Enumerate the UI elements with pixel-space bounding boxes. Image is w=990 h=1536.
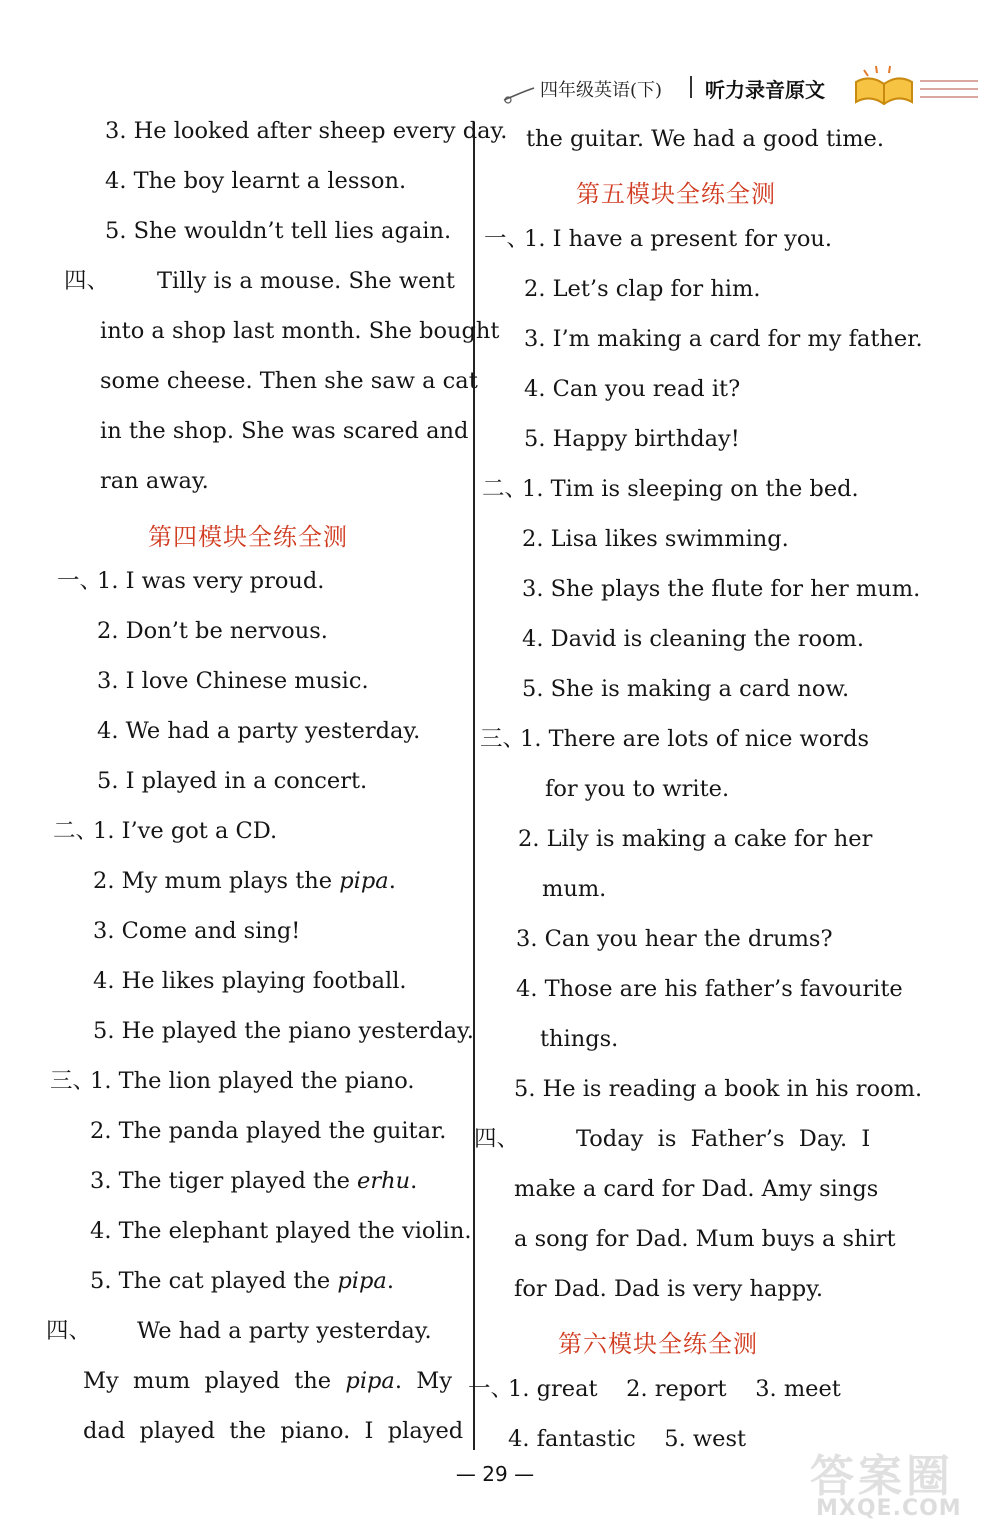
text-line: 5. The cat played the pipa.: [90, 1268, 394, 1294]
watermark: [810, 1440, 980, 1530]
text-line: 3. Can you hear the drums?: [516, 926, 833, 952]
text-line: 2. Lisa likes swimming.: [522, 526, 789, 552]
text-line: dad played the piano. I played: [83, 1418, 464, 1444]
text-line: 2. Lily is making a cake for her: [518, 826, 873, 852]
text-line: 1. The lion played the piano.: [90, 1068, 415, 1094]
text-line: 5. She is making a card now.: [522, 676, 850, 702]
header-rule: [920, 80, 978, 104]
text-line: 4. Those are his father’s favourite: [516, 976, 903, 1002]
section-label: 三、: [50, 1068, 96, 1094]
text-line: 1. I have a present for you.: [524, 226, 833, 252]
module-4-heading: 第四模块全练全测: [148, 523, 348, 551]
text-line: 4. fantastic 5. west: [508, 1426, 747, 1452]
section-label: 二、: [482, 476, 528, 502]
text-line: 4. He likes playing football.: [93, 968, 407, 994]
text-line: 1. Tim is sleeping on the bed.: [522, 476, 859, 502]
text-line: for Dad. Dad is very happy.: [514, 1276, 824, 1302]
text-line: 2. Don’t be nervous.: [97, 618, 328, 644]
text-line: My mum played the pipa. My: [83, 1368, 453, 1394]
text-line: things.: [540, 1026, 619, 1052]
section-title: 听力录音原文: [705, 78, 825, 102]
text-line: 3. He looked after sheep every day.: [105, 118, 508, 144]
text-line: 2. My mum plays the pipa.: [93, 868, 396, 894]
text-line: into a shop last month. She bought: [100, 318, 500, 344]
watermark-top: 答案圈: [810, 1451, 954, 1502]
section-label: 二、: [53, 818, 99, 844]
text-line: 4. We had a party yesterday.: [97, 718, 421, 744]
subject-label: 四年级英语(下): [540, 80, 663, 101]
text-line: 1. I was very proud.: [97, 568, 325, 594]
text-line: We had a party yesterday.: [137, 1318, 432, 1344]
text-line: a song for Dad. Mum buys a shirt: [514, 1226, 896, 1252]
text-line: the guitar. We had a good time.: [526, 126, 885, 152]
text-line: 1. I’ve got a CD.: [93, 818, 278, 844]
text-line: 1. There are lots of nice words: [520, 726, 870, 752]
text-line: 3. I love Chinese music.: [97, 668, 369, 694]
text-line: 5. He played the piano yesterday.: [93, 1018, 474, 1044]
text-line: for you to write.: [545, 776, 730, 802]
text-line: 4. The elephant played the violin.: [90, 1218, 472, 1244]
text-line: 3. The tiger played the erhu.: [90, 1168, 418, 1194]
section-label: 四、: [46, 1318, 92, 1344]
open-book-icon: [850, 62, 920, 112]
text-line: make a card for Dad. Amy sings: [514, 1176, 879, 1202]
section-label: 四、: [64, 268, 110, 294]
text-line: 3. I’m making a card for my father.: [524, 326, 923, 352]
text-line: mum.: [542, 876, 607, 902]
text-line: in the shop. She was scared and: [100, 418, 469, 444]
text-line: 3. Come and sing!: [93, 918, 301, 944]
section-label: 一、: [57, 568, 103, 594]
page-number: — 29 —: [455, 1462, 535, 1486]
section-label: 一、: [468, 1376, 514, 1402]
text-line: some cheese. Then she saw a cat: [100, 368, 478, 394]
text-line: 5. I played in a concert.: [97, 768, 368, 794]
text-line: Today is Father’s Day. I: [576, 1126, 871, 1152]
section-label: 一、: [484, 226, 530, 252]
section-label: 四、: [474, 1126, 520, 1152]
text-line: 4. David is cleaning the room.: [522, 626, 865, 652]
text-line: 4. The boy learnt a lesson.: [105, 168, 407, 194]
text-line: 5. She wouldn’t tell lies again.: [105, 218, 452, 244]
header-separator: [690, 76, 692, 98]
section-label: 三、: [480, 726, 526, 752]
text-line: 5. He is reading a book in his room.: [514, 1076, 923, 1102]
text-line: 1. great 2. report 3. meet: [508, 1376, 841, 1402]
text-line: 3. She plays the flute for her mum.: [522, 576, 921, 602]
text-line: 4. Can you read it?: [524, 376, 741, 402]
text-line: 2. The panda played the guitar.: [90, 1118, 447, 1144]
module-6-heading: 第六模块全练全测: [558, 1330, 758, 1358]
text-line: Tilly is a mouse. She went: [157, 268, 455, 294]
module-5-heading: 第五模块全练全测: [576, 180, 776, 208]
text-line: 5. Happy birthday!: [524, 426, 740, 452]
watermark-bottom: MXQE.COM: [816, 1496, 962, 1521]
text-line: ran away.: [100, 468, 209, 494]
page-header: [500, 70, 980, 114]
text-line: 2. Let’s clap for him.: [524, 276, 761, 302]
